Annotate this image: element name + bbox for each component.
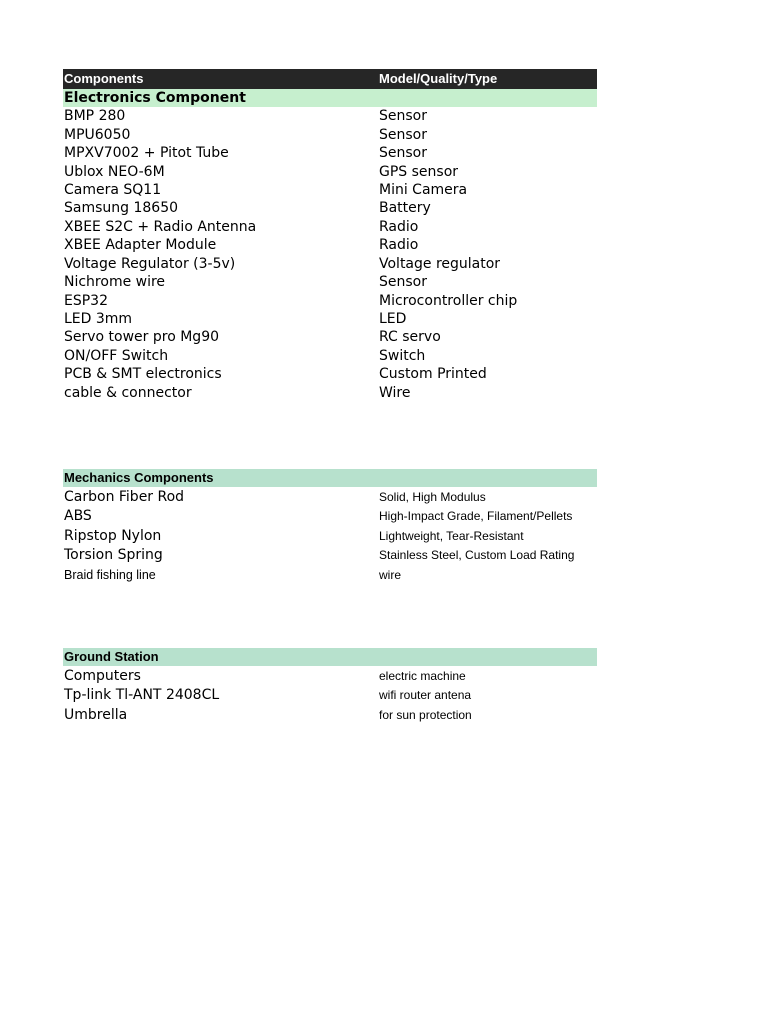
component-type: Switch — [379, 347, 426, 364]
table-row — [63, 384, 597, 402]
component-type: Mini Camera — [379, 181, 468, 198]
header-components: Components — [64, 71, 144, 86]
component-name: Camera SQ11 — [64, 181, 162, 198]
component-type: RC servo — [379, 329, 441, 346]
component-name: Ublox NEO-6M — [64, 163, 165, 180]
component-name: Tp-link Tl-ANT 2408CL — [64, 687, 220, 704]
component-type: Microcontroller chip — [379, 292, 518, 309]
header-model-quality-type: Model/Quality/Type — [379, 71, 498, 86]
table-row — [63, 705, 597, 725]
table-row — [63, 546, 597, 566]
component-type: LED — [379, 311, 407, 328]
component-type: Solid, High Modulus — [379, 489, 486, 504]
electronics-list — [63, 107, 597, 402]
component-type: Radio — [379, 237, 419, 254]
table-row — [63, 565, 597, 585]
ground-station-table — [63, 648, 597, 725]
component-name: XBEE Adapter Module — [64, 237, 217, 254]
ground-station-list — [63, 666, 597, 725]
component-name: Voltage Regulator (3-5v) — [64, 255, 236, 272]
component-type: Voltage regulator — [379, 255, 501, 272]
component-type: Stainless Steel, Custom Load Rating — [379, 548, 575, 563]
component-name: Carbon Fiber Rod — [64, 488, 185, 505]
component-name: Servo tower pro Mg90 — [64, 329, 220, 346]
component-name: ESP32 — [64, 292, 108, 309]
component-type: High-Impact Grade, Filament/Pellets — [379, 509, 573, 524]
table-row — [63, 487, 597, 507]
table-row — [63, 365, 597, 383]
component-name: Braid fishing line — [64, 567, 156, 582]
table-row — [63, 273, 597, 291]
component-type: Sensor — [379, 145, 427, 162]
table-header — [63, 69, 597, 89]
table-row — [63, 328, 597, 346]
component-type: Battery — [379, 200, 431, 217]
table-row — [63, 666, 597, 686]
component-name: Computers — [64, 667, 141, 684]
component-name: Umbrella — [64, 706, 128, 723]
section-title-mechanics: Mechanics Components — [63, 469, 597, 487]
component-type: Lightweight, Tear-Resistant — [379, 528, 524, 543]
table-row — [63, 255, 597, 273]
table-row — [63, 310, 597, 328]
component-type: GPS sensor — [379, 163, 459, 180]
component-name: XBEE S2C + Radio Antenna — [64, 218, 257, 235]
component-type: Radio — [379, 218, 419, 235]
components-table — [63, 69, 597, 402]
component-name: MPXV7002 + Pitot Tube — [64, 145, 229, 162]
table-row — [63, 291, 597, 309]
table-row — [63, 199, 597, 217]
table-row — [63, 125, 597, 143]
component-type: Sensor — [379, 108, 427, 125]
mechanics-list — [63, 487, 597, 585]
table-row — [63, 507, 597, 527]
section-title-electronics: Electronics Component — [63, 89, 597, 107]
component-name: Torsion Spring — [64, 547, 163, 564]
table-row — [63, 236, 597, 254]
component-type: wire — [379, 567, 402, 582]
component-type: Wire — [379, 384, 411, 401]
table-row — [63, 181, 597, 199]
component-name: LED 3mm — [64, 311, 133, 328]
section-title-ground-station: Ground Station — [63, 648, 597, 666]
component-name: BMP 280 — [64, 108, 126, 125]
component-type: electric machine — [379, 668, 466, 683]
component-type: Sensor — [379, 126, 427, 143]
mechanics-table — [63, 469, 597, 585]
component-name: PCB & SMT electronics — [64, 366, 222, 383]
component-name: MPU6050 — [64, 126, 131, 143]
component-type: for sun protection — [379, 707, 472, 722]
component-name: ON/OFF Switch — [64, 347, 169, 364]
component-type: wifi router antena — [379, 688, 472, 703]
component-name: Samsung 18650 — [64, 200, 179, 217]
component-name: ABS — [64, 508, 92, 525]
component-type: Sensor — [379, 274, 427, 291]
table-row — [63, 526, 597, 546]
table-row — [63, 347, 597, 365]
component-name: Nichrome wire — [64, 274, 166, 291]
component-type: Custom Printed — [379, 366, 487, 383]
table-row — [63, 107, 597, 125]
table-row — [63, 686, 597, 706]
table-row — [63, 144, 597, 162]
table-row — [63, 162, 597, 180]
component-name: cable & connector — [64, 384, 192, 401]
component-name: Ripstop Nylon — [64, 527, 162, 544]
table-row — [63, 218, 597, 236]
